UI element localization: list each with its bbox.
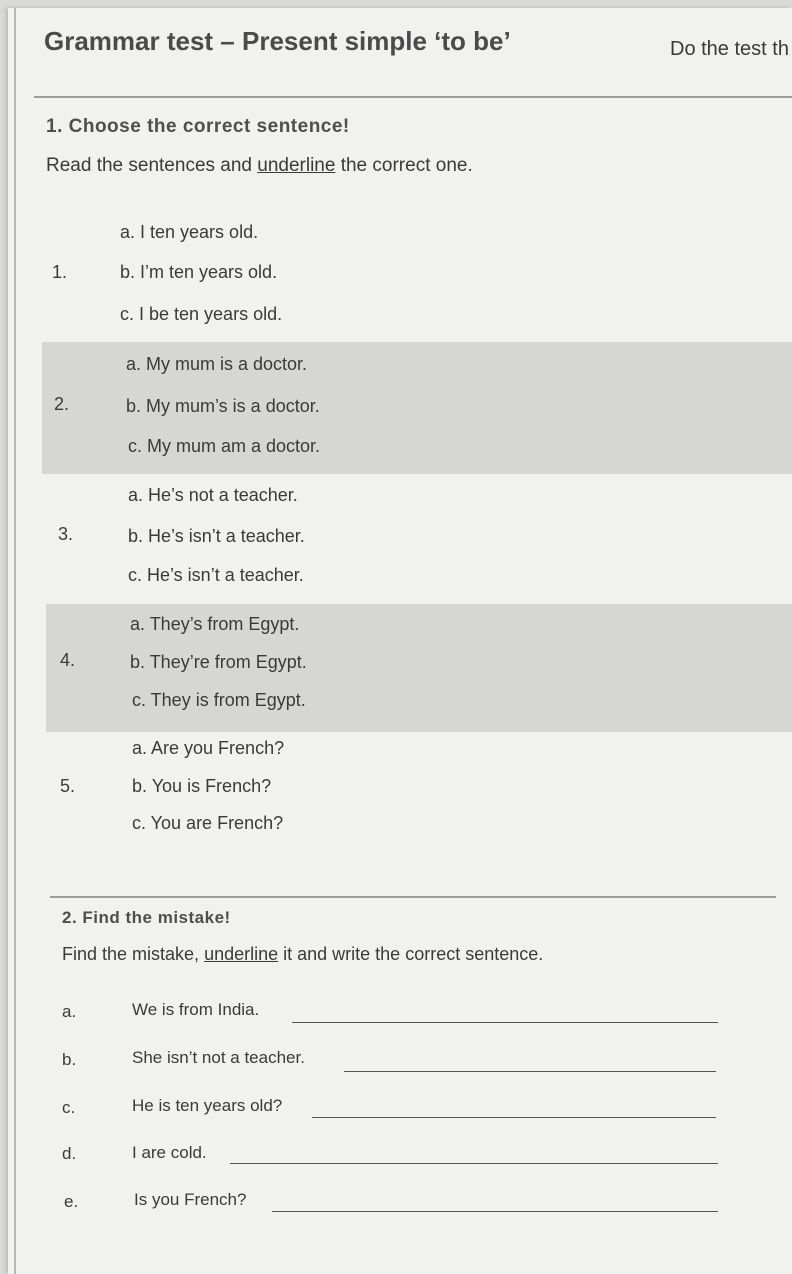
mistake-a-letter: a.	[62, 1002, 77, 1021]
top-instruction: Do the test th	[670, 38, 789, 60]
answer-line-d[interactable]	[230, 1163, 718, 1164]
q3-option-c: c. He’s isn’t a teacher.	[128, 565, 304, 585]
mistake-e-letter: e.	[64, 1192, 79, 1211]
mistake-c-letter: c.	[62, 1098, 76, 1117]
q2-option-c: c. My mum am a doctor.	[128, 436, 321, 456]
section2-instruction	[62, 944, 543, 965]
section1-instruction-post: the correct one.	[335, 155, 473, 176]
q5-option-b: b. You is French?	[132, 776, 272, 796]
q1-option-b: b. I’m ten years old.	[120, 262, 278, 282]
mistake-d-sentence: I are cold.	[132, 1143, 207, 1162]
q2-option-b: b. My mum’s is a doctor.	[126, 396, 320, 416]
section2-instruction-post: it and write the correct sentence.	[278, 944, 544, 964]
q5-option-c: c. You are French?	[132, 813, 284, 833]
section1-instruction-underlined: underline	[257, 155, 336, 176]
answer-line-c[interactable]	[312, 1117, 716, 1118]
page-title: Grammar test – Present simple ‘to be’	[44, 26, 511, 56]
mistake-b-letter: b.	[62, 1050, 77, 1069]
mistake-b-sentence: She isn’t not a teacher.	[132, 1048, 305, 1067]
header-divider	[34, 96, 792, 98]
answer-line-a[interactable]	[292, 1022, 718, 1023]
q3-option-b: b. He’s isn’t a teacher.	[128, 526, 305, 546]
q3-option-a: a. He’s not a teacher.	[128, 485, 298, 505]
q4-number: 4.	[60, 650, 76, 670]
page-edge	[14, 8, 16, 1274]
q4-option-a: a. They’s from Egypt.	[130, 614, 300, 634]
mistake-a-sentence: We is from India.	[132, 1000, 260, 1019]
section1-instruction-pre: Read the sentences and	[46, 155, 258, 176]
section1-instruction	[46, 155, 473, 177]
q1-option-c: c. I be ten years old.	[120, 304, 283, 324]
section1-title: 1. Choose the correct sentence!	[46, 116, 350, 137]
q5-option-a: a. Are you French?	[132, 738, 285, 758]
mistake-d-letter: d.	[62, 1144, 77, 1163]
q1-option-a: a. I ten years old.	[120, 222, 259, 242]
answer-line-e[interactable]	[272, 1211, 718, 1212]
section2-title: 2. Find the mistake!	[62, 908, 231, 927]
mistake-e-sentence: Is you French?	[134, 1190, 247, 1209]
section2-instruction-pre: Find the mistake,	[62, 944, 205, 964]
mistake-c-sentence: He is ten years old?	[132, 1096, 283, 1115]
section-divider	[50, 896, 776, 898]
q4-option-c: c. They is from Egypt.	[132, 690, 306, 710]
q4-option-b: b. They’re from Egypt.	[130, 652, 307, 672]
q1-number: 1.	[52, 262, 68, 282]
section2-instruction-underlined: underline	[204, 944, 279, 964]
q2-option-a: a. My mum is a doctor.	[126, 354, 308, 374]
q3-number: 3.	[58, 524, 74, 544]
q5-number: 5.	[60, 776, 76, 796]
answer-line-b[interactable]	[344, 1071, 716, 1072]
q2-number: 2.	[54, 394, 70, 414]
